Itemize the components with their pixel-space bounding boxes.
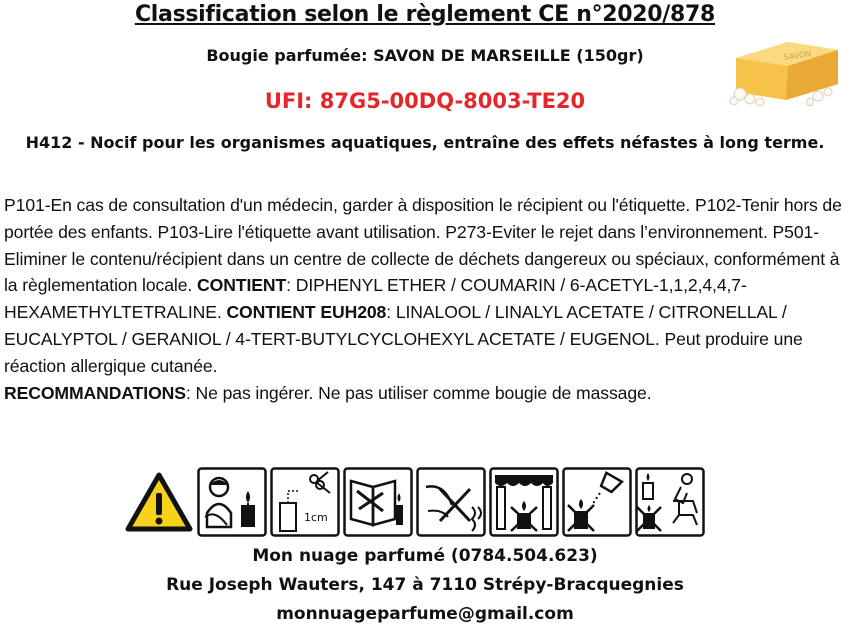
read-instructions-icon	[343, 467, 413, 537]
trim-wick-1cm-icon	[270, 467, 340, 537]
company-name-phone: Mon nuage parfumé (0784.504.623)	[252, 546, 598, 566]
no-flammable-objects-icon	[489, 467, 559, 537]
recommandations-text: : Ne pas ingérer. Ne pas utiliser comme bougie de massage.	[185, 382, 652, 403]
no-drafts-icon	[416, 467, 486, 537]
warning-triangle-icon	[124, 467, 194, 537]
no-water-extinguish-icon	[562, 467, 632, 537]
company-email: monnuageparfume@gmail.com	[276, 604, 574, 624]
recommandations-label: RECOMMANDATIONS	[4, 382, 186, 403]
pictogram-row	[124, 467, 705, 537]
contient-text: : DIPHENYL ETHER / COUMARIN / 6-ACETYL-1,1,2,4,4,7-HEXAMETHYLTETRALINE.	[4, 275, 747, 323]
euh-text: : LINALOOL / LINALYL ACETATE / CITRONELLAL / EUCALYPTOL / GERANIOL / 4-TERT-BUTYLCYCLOHEXYL ACETATE / EUGENOL. Peut produire une réaction allergique cutanée.	[4, 302, 803, 376]
never-unattended-icon	[635, 467, 705, 537]
precautions: P101-En cas de consultation d'un médecin, garder à disposition le récipient ou l'étiquette. P102-Tenir hors de portée des enfants. P103-Lire l'étiquette avant utilisation. P273-Eviter le rejet dans l’environnement. P501-Eliminer le contenu/récipient dans un centre de collecte de déchets dangereux ou spéciaux, conformément à la règlementation locale.	[4, 195, 842, 296]
keep-away-from-children-icon	[197, 467, 267, 537]
soap-bar-icon	[726, 36, 844, 108]
wick-length-label: 1cm	[304, 511, 328, 524]
euh-label: CONTIENT EUH208	[226, 302, 387, 323]
document-title: Classification selon le règlement CE n°2020/878	[134, 2, 716, 27]
hazard-statement: H412 - Nocif pour les organismes aquatiques, entraîne des effets néfastes à long terme.	[25, 133, 825, 152]
ufi-code: UFI: 87G5-00DQ-8003-TE20	[264, 89, 586, 113]
precautionary-text	[4, 192, 850, 406]
soap-engraving: SAVON	[783, 49, 812, 62]
company-footer	[0, 542, 850, 629]
product-name: Bougie parfumée: SAVON DE MARSEILLE (150gr)	[206, 46, 644, 65]
contient-label: CONTIENT	[197, 275, 287, 296]
company-address: Rue Joseph Wauters, 147 à 7110 Strépy-Bracquegnies	[166, 575, 684, 595]
